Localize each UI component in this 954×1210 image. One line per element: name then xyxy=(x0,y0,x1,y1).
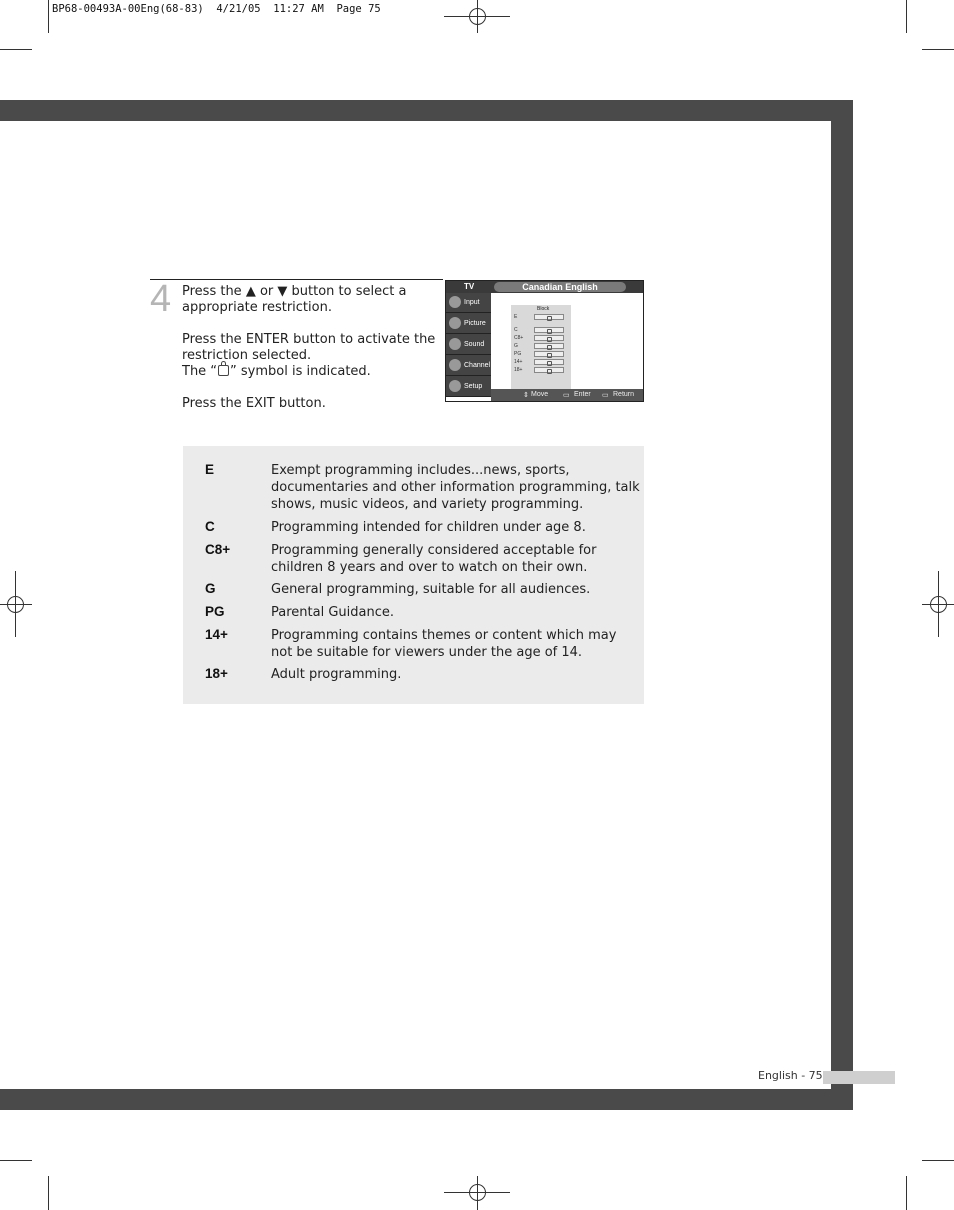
page-number: English - 75 xyxy=(758,1069,823,1082)
select-instruction: Press the ▲ or ▼ button to select a appropriate restriction. xyxy=(182,284,407,315)
osd-row: C xyxy=(513,327,569,334)
rating-code: E xyxy=(205,462,215,477)
exit-instruction: Press the EXIT button. xyxy=(182,396,326,411)
enter-instruction: Press the ENTER button to activate the restriction selected. xyxy=(182,332,436,363)
osd-tv-label: TV xyxy=(464,282,475,291)
osd-menu-input: Input xyxy=(446,293,491,313)
rating-description: Exempt programming includes...news, sports, documentaries and other information programming, talk shows, music videos, and variety programming. xyxy=(271,463,640,512)
lock-icon xyxy=(534,314,564,320)
rating-description: Programming intended for children under age 8. xyxy=(271,520,586,535)
osd-row: G xyxy=(513,343,569,350)
enter-icon: ▭ xyxy=(563,392,570,399)
sound-icon xyxy=(449,338,461,350)
rating-code: PG xyxy=(205,604,225,619)
page-frame-bottom xyxy=(0,1089,853,1110)
print-header: BP68-00493A-00Eng(68-83) 4/21/05 11:27 AM Page 75 xyxy=(52,3,381,15)
step-divider xyxy=(150,279,443,280)
lock-icon xyxy=(534,335,564,341)
osd-row: PG xyxy=(513,351,569,358)
tv-osd-screenshot xyxy=(445,280,644,402)
rating-description: General programming, suitable for all audiences. xyxy=(271,582,591,597)
page-footer-bar xyxy=(823,1071,895,1084)
step-instructions xyxy=(182,284,437,412)
lock-icon xyxy=(534,367,564,373)
symbol-instruction: The “ ” symbol is indicated. xyxy=(182,364,371,379)
ratings-table xyxy=(183,446,644,704)
channel-icon xyxy=(449,359,461,371)
osd-column-header: Block xyxy=(537,306,550,312)
osd-menu-picture: Picture xyxy=(446,314,491,334)
input-icon xyxy=(449,296,461,308)
down-arrow-icon: ▼ xyxy=(277,284,288,299)
osd-menu-channel: Channel xyxy=(446,356,491,376)
rating-description: Programming contains themes or content which may not be suitable for viewers under the age of 14. xyxy=(271,628,617,660)
osd-menu-setup: Setup xyxy=(446,377,491,397)
osd-row: E xyxy=(513,314,569,321)
lock-icon xyxy=(534,343,564,349)
osd-rating-table xyxy=(511,305,571,389)
page-frame-right xyxy=(831,100,853,1110)
up-arrow-icon: ▲ xyxy=(245,284,256,299)
lock-icon xyxy=(534,327,564,333)
rating-code: C8+ xyxy=(205,542,231,557)
lock-icon xyxy=(534,351,564,357)
osd-enter-label: Enter xyxy=(574,391,591,398)
lock-icon xyxy=(534,359,564,365)
rating-code: 14+ xyxy=(205,627,228,642)
rating-code: G xyxy=(205,581,216,596)
osd-row: 14+ xyxy=(513,359,569,366)
osd-return-label: Return xyxy=(613,391,635,398)
osd-row: C8+ xyxy=(513,335,569,342)
return-icon: ▭ xyxy=(602,392,609,399)
setup-icon xyxy=(449,380,461,392)
step-number: 4 xyxy=(150,278,172,320)
osd-move-label: Move xyxy=(531,391,549,398)
osd-footer xyxy=(491,389,643,401)
osd-heading: Canadian English xyxy=(494,282,626,292)
osd-row: 18+ xyxy=(513,367,569,374)
rating-code: C xyxy=(205,519,215,534)
osd-menu-sound: Sound xyxy=(446,335,491,355)
page-frame-top xyxy=(0,100,853,121)
picture-icon xyxy=(449,317,461,329)
osd-main-panel xyxy=(491,293,643,389)
rating-code: 18+ xyxy=(205,666,228,681)
move-icon: ⇕ xyxy=(523,392,529,399)
lock-icon xyxy=(218,365,229,376)
rating-description: Parental Guidance. xyxy=(271,605,394,620)
osd-sidebar xyxy=(446,293,491,397)
rating-description: Programming generally considered acceptable for children 8 years and over to watch on their own. xyxy=(271,543,597,575)
rating-description: Adult programming. xyxy=(271,667,402,682)
osd-title-bar xyxy=(446,281,643,293)
